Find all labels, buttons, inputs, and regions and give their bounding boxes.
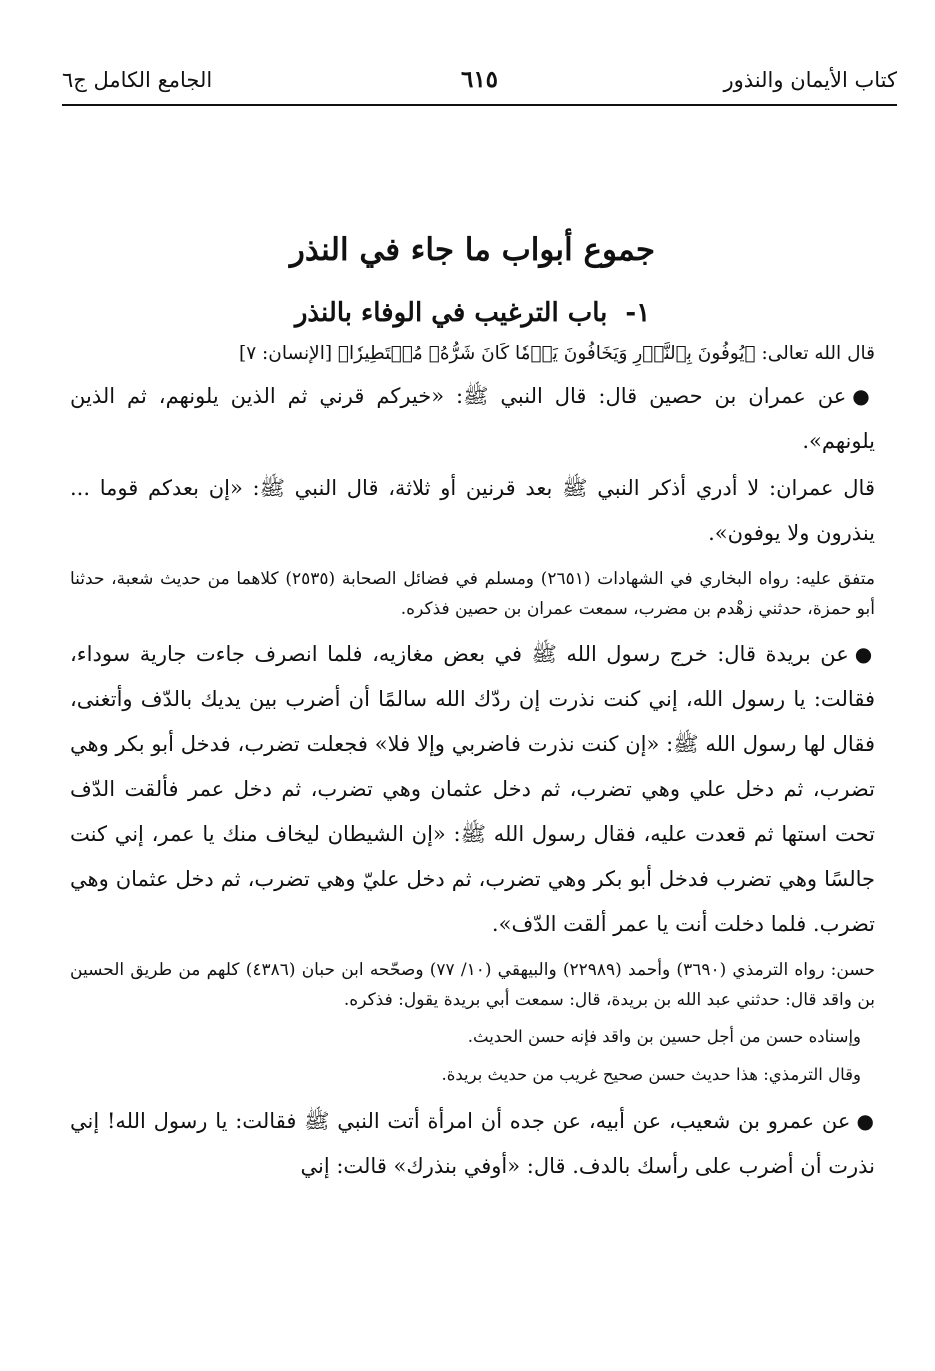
chapter-number: ١- xyxy=(625,298,651,328)
takhrij-note: متفق عليه: رواه البخاري في الشهادات (٢٦٥١) ومسلم في فضائل الصحابة (٢٥٣٥) كلاهما من حديث شعبة، حدثنا أبو حمزة، حدثني زهْدم بن مضرب، سمعت عمران بن حصين فذكره. xyxy=(70,569,875,619)
hadith-paragraph xyxy=(70,374,875,464)
hadith-text: عن عمرو بن شعيب، عن أبيه، عن جده أن امرأة أتت النبي ﷺ فقالت: يا رسول الله! إني نذرت أن أضرب على رأسك بالدف. قال: «أوفي بنذرك» قالت: إني xyxy=(70,1109,875,1178)
chapter-heading xyxy=(70,298,875,328)
section-title: جموع أبواب ما جاء في النذر xyxy=(289,232,656,268)
quran-verse: قال الله تعالى: ﴿يُوفُونَ بِٱلنَّذۡرِ وَيَخَافُونَ يَوۡمٗا كَانَ شَرُّهُۥ مُسۡتَطِيرٗا﴾ [الإنسان: ٧] xyxy=(239,343,875,364)
hadith-text: عن بريدة قال: خرج رسول الله ﷺ في بعض مغازيه، فلما انصرف جاءت جارية سوداء، فقالت: يا رسول الله، إني كنت نذرت إن ردّك الله سالمًا أن أضرب بين يديك بالدّف وأتغنى، فقال لها رسول الله ﷺ: «إن كنت نذرت فاضربي وإلا فلا» فجعلت تضرب، فدخل أبو بكر وهي تضرب، ثم دخل علي وهي تضرب، ثم دخل عثمان وهي تضرب، ثم دخل عمر فألقت الدّف تحت استها ثم قعدت عليه، فقال رسول الله ﷺ: «إن الشيطان ليخاف منك يا عمر، إني كنت جالسًا وهي تضرب فدخل أبو بكر وهي تضرب، ثم دخل عليّ وهي تضرب، ثم دخل عثمان وهي تضرب. فلما دخلت أنت يا عمر ألقت الدّف». xyxy=(70,642,875,936)
hadith-text: عن عمران بن حصين قال: قال النبي ﷺ: «خيركم قرني ثم الذين يلونهم، ثم الذين يلونهم». xyxy=(70,384,875,453)
chapter-label: باب الترغيب في الوفاء بالنذر xyxy=(294,298,608,328)
bullet-icon: ● xyxy=(854,642,875,666)
running-head-section: كتاب الأيمان والنذور xyxy=(723,68,897,92)
page-body xyxy=(70,232,875,1189)
bullet-icon: ● xyxy=(856,1109,875,1133)
bullet-icon: ● xyxy=(852,384,875,408)
isnad-note: وإسناده حسن من أجل حسين بن واقد فإنه حسن الحديث. xyxy=(467,1027,861,1046)
tirmidhi-note: وقال الترمذي: هذا حديث حسن صحيح غريب من حديث بريدة. xyxy=(441,1065,861,1084)
page-header xyxy=(62,64,897,106)
hadith-paragraph: قال عمران: لا أدري أذكر النبي ﷺ بعد قرنين أو ثلاثة، قال النبي ﷺ: «إن بعدكم قوما ... ينذرون ولا يوفون». xyxy=(70,476,875,545)
hadith-paragraph xyxy=(70,632,875,947)
running-head-book: الجامع الكامل ج٦ xyxy=(62,68,213,92)
page-number: ٦١٥ xyxy=(460,66,499,93)
takhrij-note: حسن: رواه الترمذي (٣٦٩٠) وأحمد (٢٢٩٨٩) والبيهقي (١٠/ ٧٧) وصحّحه ابن حبان (٤٣٨٦) كلهم من طريق الحسين بن واقد قال: حدثني عبد الله بن بريدة، قال: سمعت أبي بريدة يقول: فذكره. xyxy=(70,960,875,1010)
hadith-paragraph xyxy=(70,1099,875,1189)
